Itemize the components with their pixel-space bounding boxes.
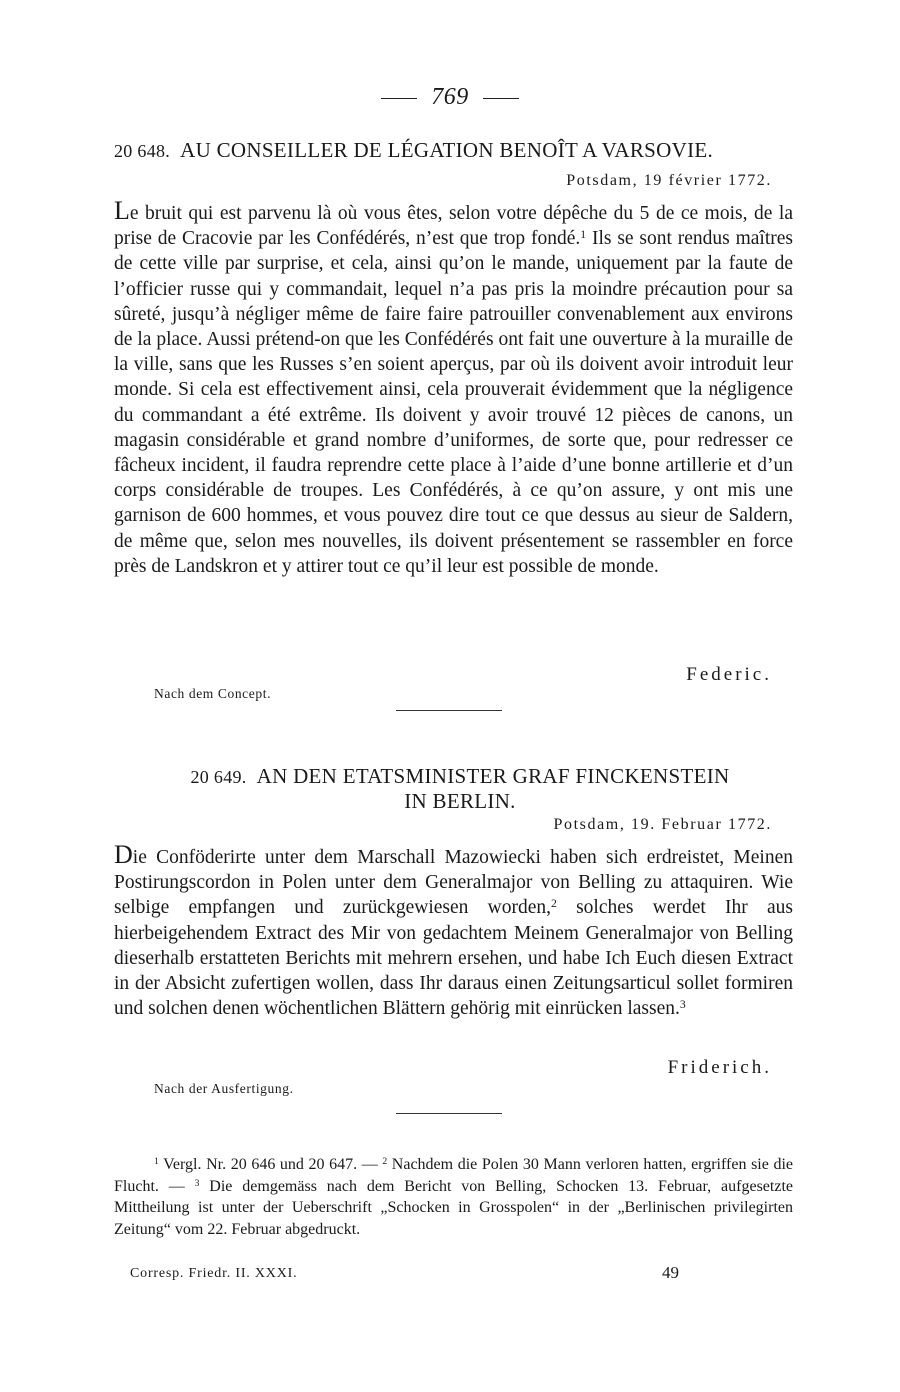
page-header (0, 84, 900, 111)
page-number: 769 (431, 84, 469, 110)
header-dash-right (483, 98, 519, 99)
letter-1-signature: Federic. (686, 664, 772, 685)
letter-1-place-date: Potsdam, 19 février 1772. (566, 172, 772, 189)
separator-rule-2 (396, 1113, 502, 1114)
footnote-2-text: Nachdem die Polen 30 Mann verloren hatten, ergriffen sie die Flucht. — (114, 1156, 794, 1195)
letter-2-heading (140, 764, 780, 814)
letter-1-text-a: e bruit qui est parvenu là où vous êtes, selon votre dépêche du 5 de ce mois, de la prise de Cracovie par les Confédérés, n’est que trop fondé. (114, 203, 793, 250)
letter-1-source: Nach dem Concept. (154, 686, 272, 701)
letter-2-source: Nach der Ausfertigung. (154, 1081, 294, 1096)
footnote-ref-1: 1 (580, 228, 587, 242)
letter-2-signature: Friderich. (667, 1057, 772, 1078)
letter-2-text-b: solches werdet Ihr aus hierbeigehendem Extract des Mir von gedachtem Meinem Generalmajor von Belling dieserhalb erstatteten Berichts mit mehrern ersehen, und habe Ich Euch diesen Extract in der Absicht zufertigen wollen, dass Ihr daraus einen Zeitungsarticul sollet formiren und solchen denen wöchentlichen Blättern gehörig mit einrücken lassen. (114, 897, 793, 1020)
letter-1-text-b: Ils se sont rendus maîtres de cette ville par surprise, et cela, ainsi qu’on le mande, uniquement par la faute de l’officier russe qui y commandait, lequel n’a pas pris la moindre précaution pour sa sûreté, jusqu’à négliger même de faire faire patrouiller convenablement aux environs de la place. Aussi prétend-on que les Confédérés ont fait une ouverture à la muraille de la ville, sans que les Russes s’en soient aperçus, par où ils doivent avoir introduit leur monde. Si cela est effectivement ainsi, cela prouverait évidemment que la négligence du commandant a été extrême. Ils doivent y avoir trouvé 12 pièces de canons, un magasin considérable et grand nombre d’uniformes, de sorte que, pour redresser ce fâcheux incident, il faudra reprendre cette place à l’aide d’une bonne artillerie et d’un corps considérable de troupes. Les Confédérés, à ce qu’on assure, y ont mis une garnison de 600 hommes, et vous pouvez dire tout ce que dessus au sieur de Saldern, de même que, selon mes nouvelles, ils doivent présentement se rassembler en force près de Landskron et y attirer tout ce qu’il leur est possible de monde. (114, 228, 794, 577)
letter-2-title-line1: AN DEN ETATSMINISTER GRAF FINCKENSTEIN (256, 764, 730, 788)
letter-1-body (114, 198, 793, 579)
footnote-ref-3: 3 (679, 998, 686, 1012)
footnote-ref-2: 2 (551, 897, 557, 911)
separator-rule-1 (396, 710, 502, 711)
letter-2-body (114, 842, 793, 1021)
letter-2-title-line2: IN BERLIN. (404, 789, 516, 813)
footnote-3-mark: 3 (194, 1177, 200, 1189)
footnote-1-mark: 1 (154, 1156, 159, 1168)
letter-2-initial: D (114, 840, 133, 869)
letter-1-title: AU CONSEILLER DE LÉGATION BENOÎT A VARSOVIE. (180, 138, 714, 162)
footnotes (114, 1154, 793, 1240)
footnote-1-text: Vergl. Nr. 20 646 und 20 647. — (158, 1156, 383, 1173)
footnote-3-text: Die demgemäss nach dem Bericht von Belling, Schocken 13. Februar, aufgesetzte Mittheilung ist unter der Ueberschrift „Schocken in Grosspolen“ in der „Berlinischen privilegirten Zeitung“ vom 22. Februar abgedruckt. (114, 1177, 793, 1238)
letter-2-place-date: Potsdam, 19. Februar 1772. (553, 816, 772, 833)
footnote-2-mark: 2 (382, 1156, 388, 1168)
letter-1-initial: L (114, 196, 130, 225)
footer-series-label: Corresp. Friedr. II. XXXI. (130, 1266, 298, 1281)
letter-2-text-a: ie Conföderirte unter dem Marschall Mazowiecki haben sich erdreistet, Meinen Postirungscordon in Polen unter dem Generalmajor von Belling zu attaquiren. Wie selbige empfangen und zurückgewiesen worden, (114, 847, 793, 919)
letter-1-number: 20 648. (114, 141, 171, 161)
footer-signature-number: 49 (662, 1263, 679, 1282)
letter-1-heading (114, 138, 790, 163)
letter-2-number: 20 649. (190, 767, 247, 787)
header-dash-left (381, 98, 417, 99)
